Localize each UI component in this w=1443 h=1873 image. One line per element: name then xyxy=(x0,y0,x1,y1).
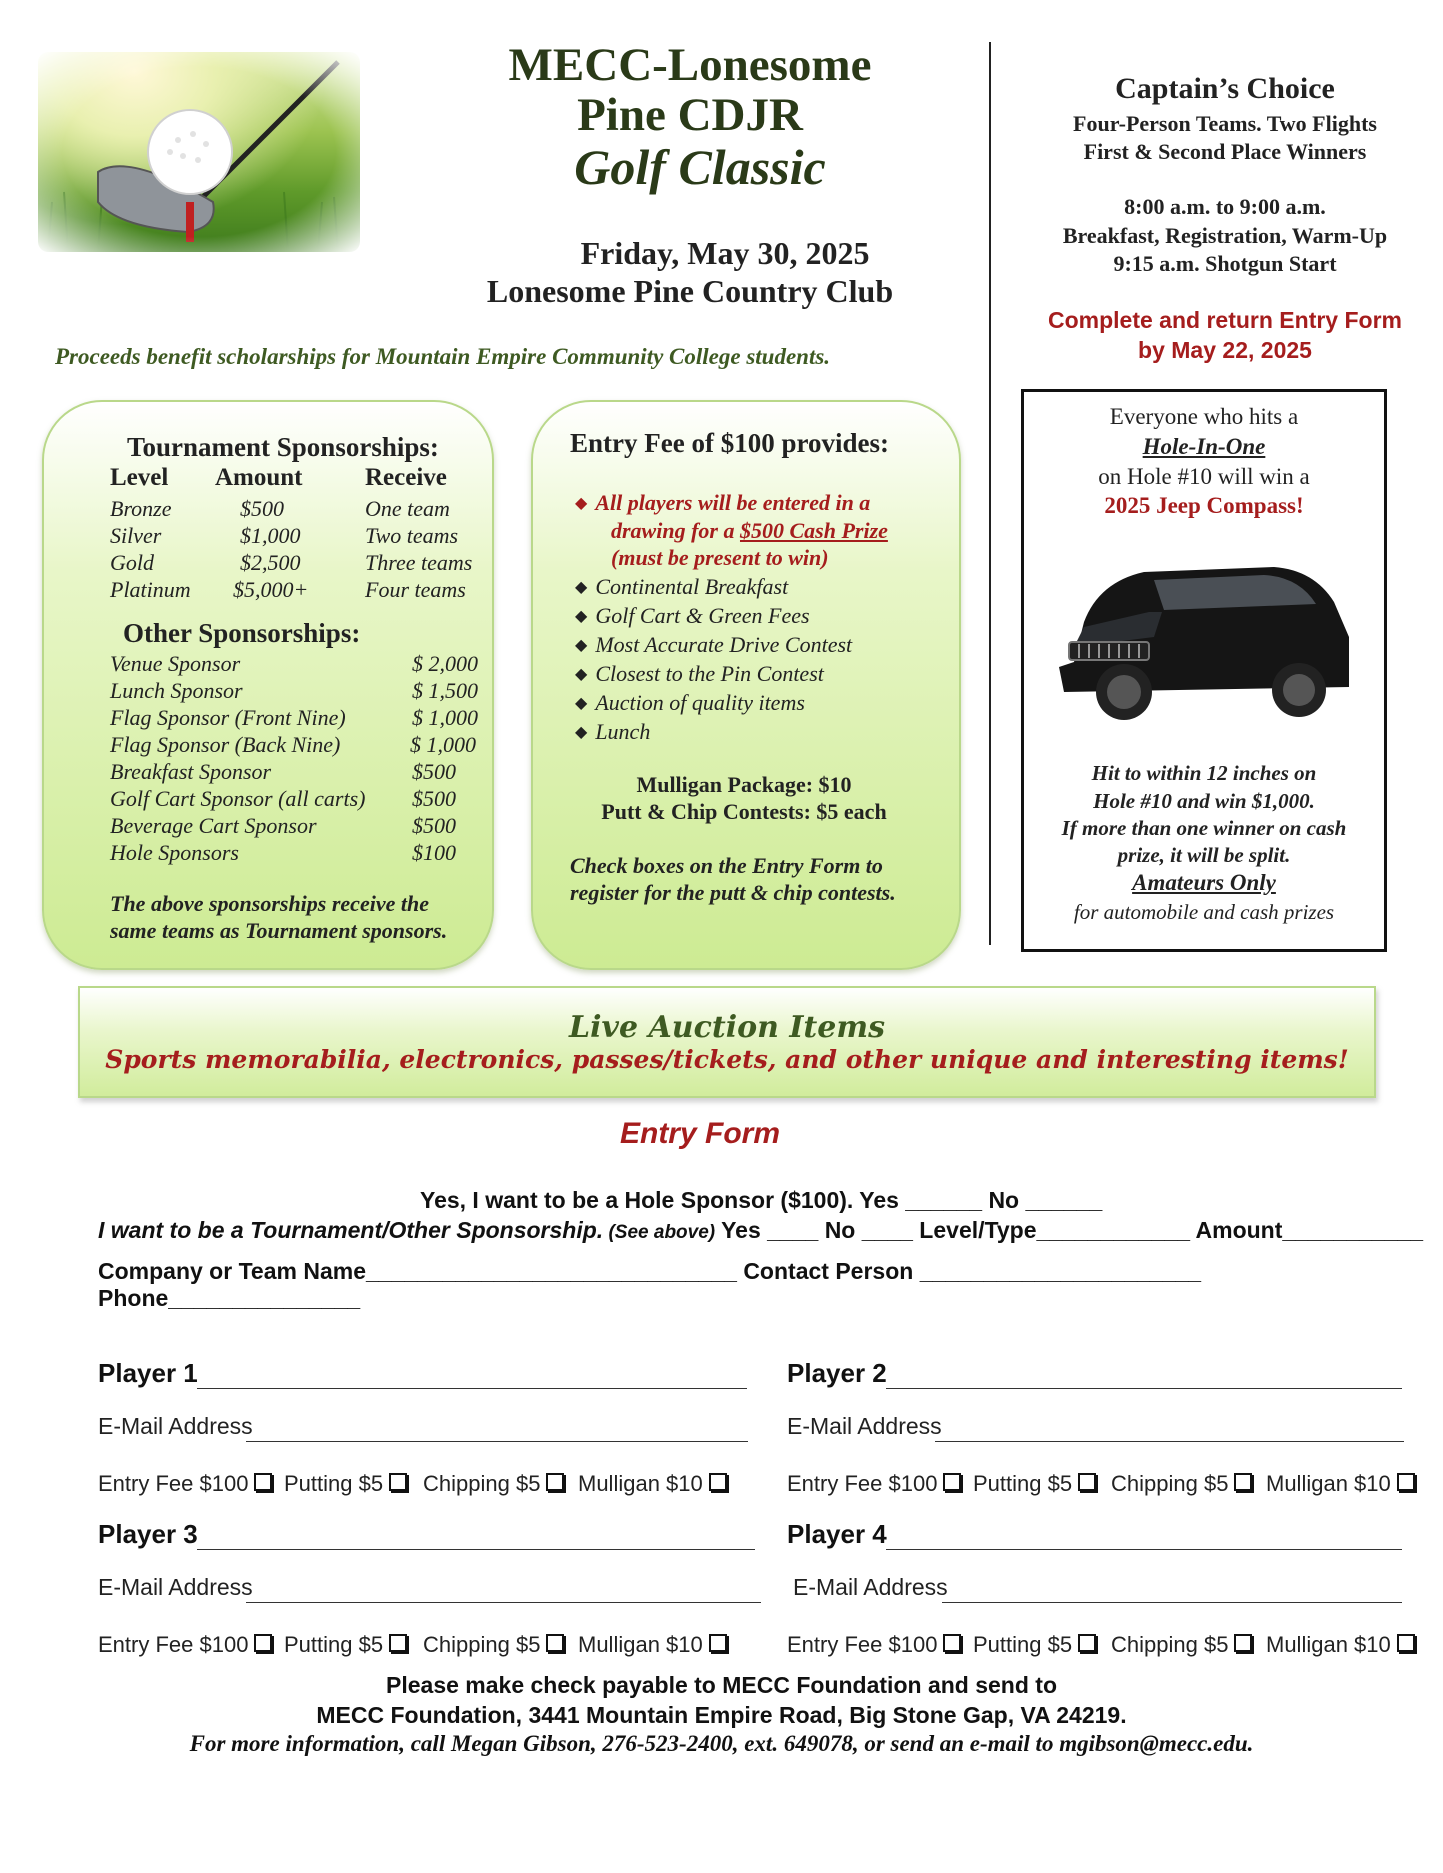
mulligan-package: Mulligan Package: $10 xyxy=(636,772,852,797)
entry-fee-item-label: Lunch xyxy=(595,719,651,744)
entry-fee-option: Entry Fee $100 xyxy=(98,1632,249,1657)
hole-in-one-line: Everyone who hits a xyxy=(1109,404,1299,429)
sponsorship-receive: Four teams xyxy=(365,577,466,602)
checkbox-icon[interactable] xyxy=(1234,1473,1252,1491)
player-4-email-label: E-Mail Address xyxy=(793,1574,948,1600)
entry-fee-option: Entry Fee $100 xyxy=(787,1632,938,1657)
putting-option: Putting $5 xyxy=(973,1471,1073,1496)
player-4-email-field[interactable] xyxy=(942,1602,1402,1603)
player-1-email-label: E-Mail Address xyxy=(98,1413,253,1439)
event-venue: Lonesome Pine Country Club xyxy=(486,273,894,309)
hole-prize-detail: Hole #10 and win $1,000. xyxy=(1093,789,1315,813)
deadline-date: by May 22, 2025 xyxy=(1138,337,1312,363)
sponsorship-question[interactable] xyxy=(98,1217,1423,1244)
entry-fee-item xyxy=(575,661,824,687)
amateurs-only-note: for automobile and cash prizes xyxy=(1073,900,1335,924)
checkbox-icon[interactable] xyxy=(546,1634,564,1652)
other-sponsor-amount: $ 1,000 xyxy=(410,732,476,757)
deadline-text: Complete and return Entry Form xyxy=(1048,307,1402,333)
format-title: Captain’s Choice xyxy=(1115,72,1335,105)
checkbox-icon[interactable] xyxy=(1397,1634,1415,1652)
entry-fee-heading: Entry Fee of $100 provides: xyxy=(570,428,889,458)
player-3-option[interactable] xyxy=(578,1632,727,1658)
player-4-name-field[interactable] xyxy=(886,1549,1402,1550)
hole-in-one-box xyxy=(1021,389,1387,952)
sponsorship-note: The above sponsorships receive the xyxy=(110,891,429,916)
checkbox-icon[interactable] xyxy=(709,1473,727,1491)
other-sponsor-amount: $ 1,500 xyxy=(412,678,478,703)
sponsorship-amount: $1,000 xyxy=(240,523,301,548)
live-auction-banner xyxy=(78,986,1376,1098)
sponsorship-level: Gold xyxy=(110,550,154,575)
drawing-text: All players will be entered in a xyxy=(595,490,871,515)
sponsorship-receive: One team xyxy=(365,496,450,521)
checkbox-note: Check boxes on the Entry Form to xyxy=(570,853,883,878)
schedule-time: 8:00 a.m. to 9:00 a.m. xyxy=(1124,194,1326,219)
checkbox-icon[interactable] xyxy=(1234,1634,1252,1652)
player-2-option[interactable] xyxy=(973,1471,1096,1497)
player-1-option[interactable] xyxy=(98,1471,272,1497)
entry-fee-item xyxy=(575,603,810,629)
golf-illustration xyxy=(38,52,360,252)
schedule-start: 9:15 a.m. Shotgun Start xyxy=(1113,251,1337,276)
format-winners: First & Second Place Winners xyxy=(1083,139,1367,164)
mulligan-option: Mulligan $10 xyxy=(1266,1632,1391,1657)
checkbox-icon[interactable] xyxy=(1078,1634,1096,1652)
player-4-option[interactable] xyxy=(1111,1632,1252,1658)
diamond-bullet-icon: ◆ xyxy=(575,637,588,654)
player-2-email-label: E-Mail Address xyxy=(787,1413,942,1439)
entry-fee-item xyxy=(575,632,852,658)
event-title-script: Golf Classic xyxy=(574,139,826,195)
other-sponsor-name: Flag Sponsor (Back Nine) xyxy=(110,732,341,757)
column-header-amount: Amount xyxy=(215,464,303,491)
entry-fee-item-label: Most Accurate Drive Contest xyxy=(595,632,853,657)
chipping-option: Chipping $5 xyxy=(423,1632,541,1657)
diamond-bullet-icon: ◆ xyxy=(575,579,588,596)
other-sponsor-name: Hole Sponsors xyxy=(110,840,239,865)
entry-fee-item xyxy=(575,719,650,745)
column-header-receive: Receive xyxy=(365,464,447,491)
other-sponsor-name: Beverage Cart Sponsor xyxy=(110,813,317,838)
sponsorship-amount: $5,000+ xyxy=(233,577,309,602)
sponsorship-question-label: I want to be a Tournament/Other Sponsorship. xyxy=(98,1217,604,1243)
format-teams: Four-Person Teams. Two Flights xyxy=(1073,111,1377,136)
schedule-activities: Breakfast, Registration, Warm-Up xyxy=(1062,223,1388,248)
other-sponsor-amount: $500 xyxy=(412,759,456,784)
entry-fee-item xyxy=(575,690,805,716)
drawing-text-line2 xyxy=(611,518,888,544)
diamond-bullet-icon: ◆ xyxy=(575,608,588,625)
other-sponsor-name: Venue Sponsor xyxy=(110,651,241,676)
player-2-option[interactable] xyxy=(1266,1471,1415,1497)
drawing-condition: (must be present to win) xyxy=(611,545,829,570)
sponsorship-level: Platinum xyxy=(110,577,191,602)
amateurs-only-heading: Amateurs Only xyxy=(1132,870,1276,895)
diamond-bullet-icon: ◆ xyxy=(575,695,588,712)
checkbox-icon[interactable] xyxy=(546,1473,564,1491)
diamond-bullet-icon: ◆ xyxy=(575,495,588,512)
entry-form-title: Entry Form xyxy=(619,1117,781,1150)
checkbox-icon[interactable] xyxy=(389,1473,407,1491)
player-3-option[interactable] xyxy=(284,1632,407,1658)
checkbox-icon[interactable] xyxy=(389,1634,407,1652)
hole-in-one-prize: 2025 Jeep Compass! xyxy=(1104,493,1304,518)
diamond-bullet-icon: ◆ xyxy=(575,724,588,741)
checkbox-icon[interactable] xyxy=(254,1634,272,1652)
auction-title: Live Auction Items xyxy=(569,1010,885,1045)
checkbox-icon[interactable] xyxy=(1078,1473,1096,1491)
sponsorship-note: same teams as Tournament sponsors. xyxy=(110,918,448,943)
auction-subtitle: Sports memorabilia, electronics, passes/tickets, and other unique and interesting items! xyxy=(105,1045,1349,1074)
player-4-option[interactable] xyxy=(787,1632,961,1658)
see-above-note: (See above) xyxy=(603,1222,716,1243)
other-sponsor-amount: $500 xyxy=(412,786,456,811)
entry-fee-item-label: Auction of quality items xyxy=(595,690,805,715)
vertical-divider xyxy=(989,42,991,945)
player-3-label: Player 3 xyxy=(98,1519,198,1549)
player-1-option[interactable] xyxy=(578,1471,727,1497)
hole-in-one-heading: Hole-In-One xyxy=(1142,434,1266,459)
drawing-bullet xyxy=(575,490,870,516)
checkbox-icon[interactable] xyxy=(709,1634,727,1652)
proceeds-note: Proceeds benefit scholarships for Mountain Empire Community College students. xyxy=(55,344,831,369)
player-3-option[interactable] xyxy=(423,1632,564,1658)
tournament-sponsorships-heading: Tournament Sponsorships: xyxy=(127,432,439,462)
player-4-option[interactable] xyxy=(1266,1632,1415,1658)
checkbox-icon[interactable] xyxy=(254,1473,272,1491)
entry-fee-item-label: Continental Breakfast xyxy=(595,574,789,599)
hole-prize-detail: Hit to within 12 inches on xyxy=(1091,761,1317,785)
other-sponsor-amount: $500 xyxy=(412,813,456,838)
player-4-option[interactable] xyxy=(973,1632,1096,1658)
chipping-option: Chipping $5 xyxy=(1111,1632,1229,1657)
company-contact-fields[interactable]: Company or Team Name_____________________________ Contact Person ______________________ Phone_______________ xyxy=(98,1258,1202,1311)
other-sponsor-name: Breakfast Sponsor xyxy=(110,759,272,784)
hole-sponsor-question[interactable]: Yes, I want to be a Hole Sponsor ($100). Yes ______ No ______ xyxy=(420,1187,1103,1213)
entry-fee-option: Entry Fee $100 xyxy=(787,1471,938,1496)
player-1-option[interactable] xyxy=(284,1471,407,1497)
sponsorship-fields[interactable]: Yes ____ No ____ Level/Type____________ Amount___________ xyxy=(715,1217,1424,1243)
player-3-name-field[interactable] xyxy=(197,1549,755,1550)
entry-fee-item-label: Closest to the Pin Contest xyxy=(595,661,824,686)
putt-chip-contests: Putt & Chip Contests: $5 each xyxy=(601,799,887,824)
player-4-label: Player 4 xyxy=(787,1519,887,1549)
sponsorship-level: Bronze xyxy=(110,496,172,521)
sponsorship-receive: Three teams xyxy=(365,550,473,575)
mailing-address: MECC Foundation, 3441 Mountain Empire Road, Big Stone Gap, VA 24219. xyxy=(316,1702,1127,1728)
player-3-email-field[interactable] xyxy=(246,1602,761,1603)
player-2-name-field[interactable] xyxy=(886,1388,1402,1389)
jeep-compass-image xyxy=(1044,542,1364,732)
player-2-option[interactable] xyxy=(1111,1471,1252,1497)
payment-instructions: Please make check payable to MECC Foundation and send to xyxy=(386,1672,1057,1698)
golf-ball-image xyxy=(38,52,360,252)
other-sponsor-name: Flag Sponsor (Front Nine) xyxy=(110,705,346,730)
player-1-label: Player 1 xyxy=(98,1358,198,1388)
player-2-label: Player 2 xyxy=(787,1358,887,1388)
hole-prize-detail: prize, it will be split. xyxy=(1117,843,1291,867)
sponsorship-level: Silver xyxy=(110,523,162,548)
sponsorship-amount: $2,500 xyxy=(240,550,301,575)
player-3-option[interactable] xyxy=(98,1632,272,1658)
checkbox-note: register for the putt & chip contests. xyxy=(570,880,896,905)
event-title-line1: MECC-Lonesome xyxy=(508,39,872,91)
entry-fee-item xyxy=(575,574,788,600)
contact-info: For more information, call Megan Gibson, 276-523-2400, ext. 649078, or send an e-mail to mgibson@mecc.edu. xyxy=(189,1731,1254,1756)
player-1-email-field[interactable] xyxy=(246,1441,748,1442)
drawing-text: drawing for a xyxy=(611,518,740,543)
other-sponsorships-heading: Other Sponsorships: xyxy=(123,618,361,648)
putting-option: Putting $5 xyxy=(973,1632,1073,1657)
diamond-bullet-icon: ◆ xyxy=(575,666,588,683)
player-2-email-field[interactable] xyxy=(935,1441,1404,1442)
column-header-level: Level xyxy=(110,464,169,491)
chipping-option: Chipping $5 xyxy=(1111,1471,1229,1496)
event-date: Friday, May 30, 2025 xyxy=(580,235,870,271)
player-3-email-label: E-Mail Address xyxy=(98,1574,253,1600)
other-sponsor-name: Golf Cart Sponsor (all carts) xyxy=(110,786,366,811)
hole-prize-detail: If more than one winner on cash xyxy=(1061,816,1347,840)
other-sponsor-amount: $ 1,000 xyxy=(412,705,478,730)
entry-fee-item-label: Golf Cart & Green Fees xyxy=(595,603,810,628)
mulligan-option: Mulligan $10 xyxy=(1266,1471,1391,1496)
checkbox-icon[interactable] xyxy=(943,1634,961,1652)
cash-prize-text: $500 Cash Prize xyxy=(739,518,888,543)
player-2-option[interactable] xyxy=(787,1471,961,1497)
putting-option: Putting $5 xyxy=(284,1632,384,1657)
sponsorship-amount: $500 xyxy=(240,496,284,521)
player-1-option[interactable] xyxy=(423,1471,564,1497)
sponsorship-receive: Two teams xyxy=(365,523,459,548)
putting-option: Putting $5 xyxy=(284,1471,384,1496)
other-sponsor-amount: $ 2,000 xyxy=(412,651,478,676)
checkbox-icon[interactable] xyxy=(1397,1473,1415,1491)
other-sponsor-amount: $100 xyxy=(412,840,456,865)
other-sponsor-name: Lunch Sponsor xyxy=(110,678,243,703)
hole-in-one-line: on Hole #10 will win a xyxy=(1098,464,1310,489)
event-title-line2: Pine CDJR xyxy=(577,89,803,141)
player-1-name-field[interactable] xyxy=(197,1388,747,1389)
entry-fee-option: Entry Fee $100 xyxy=(98,1471,249,1496)
chipping-option: Chipping $5 xyxy=(423,1471,541,1496)
mulligan-option: Mulligan $10 xyxy=(578,1632,703,1657)
checkbox-icon[interactable] xyxy=(943,1473,961,1491)
mulligan-option: Mulligan $10 xyxy=(578,1471,703,1496)
